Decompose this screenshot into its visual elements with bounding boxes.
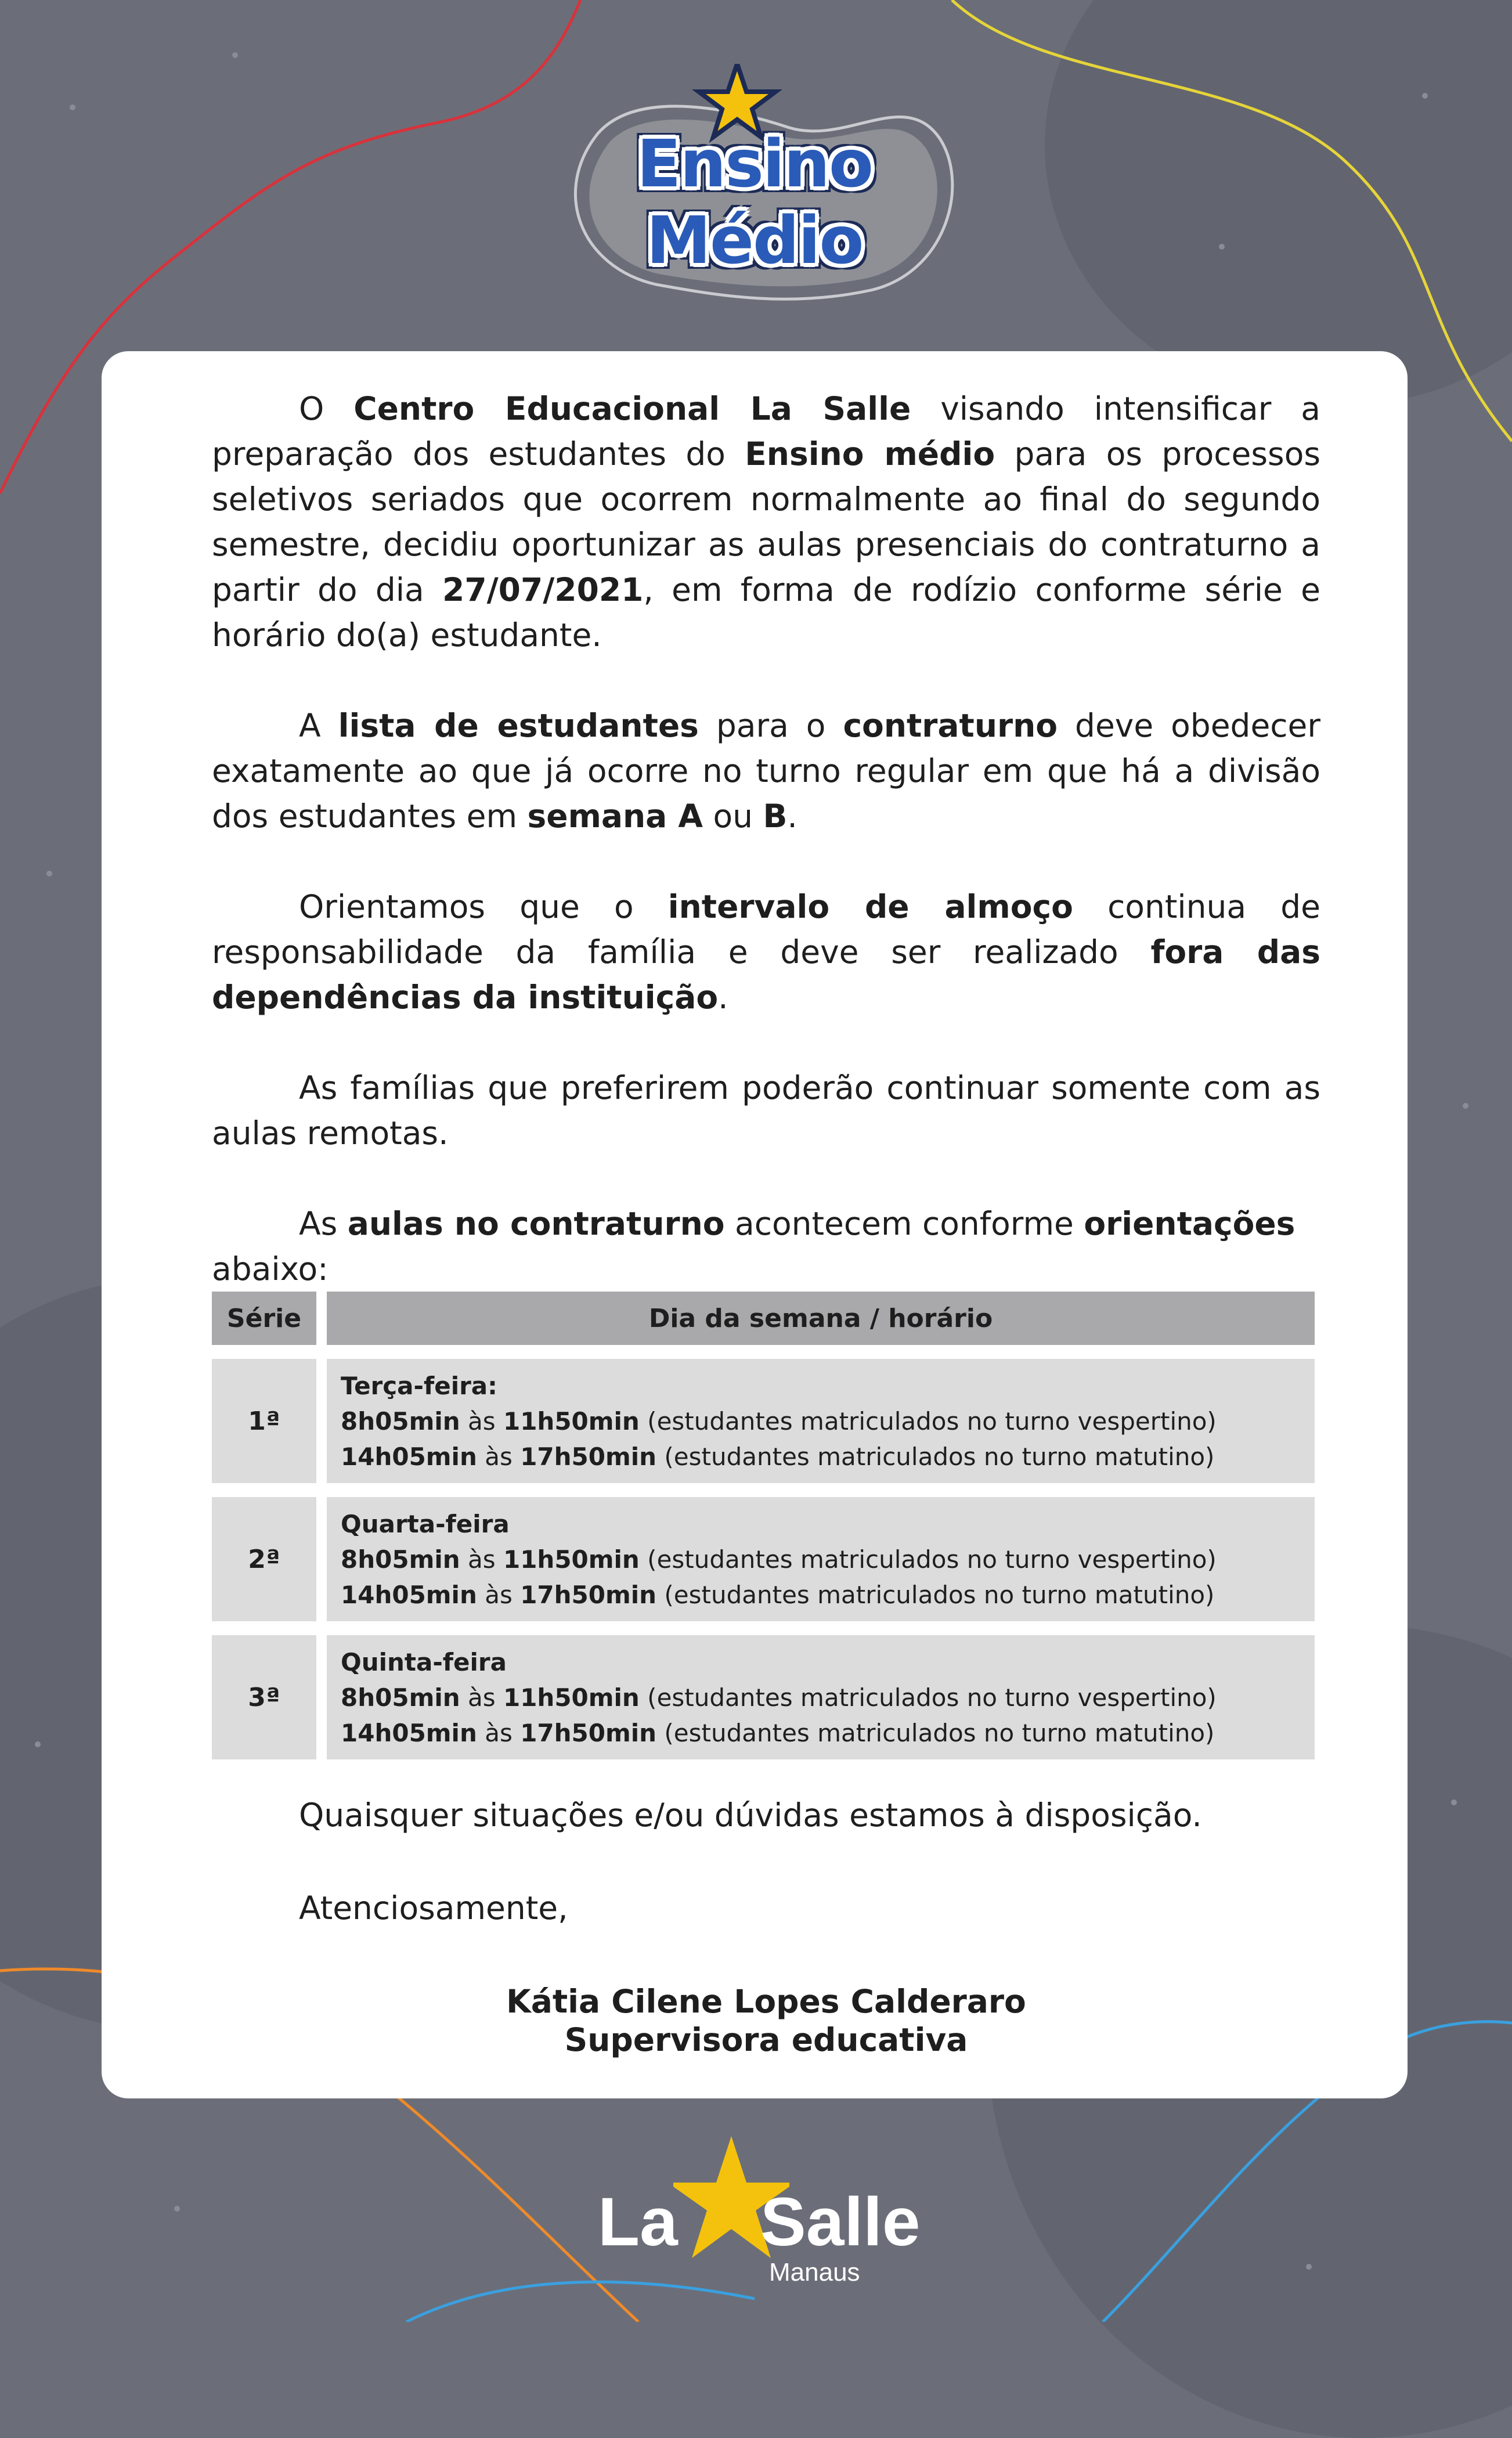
- la-salle-logo: [592, 2136, 940, 2310]
- text: para o: [698, 707, 843, 744]
- decorative-dot: [1422, 93, 1428, 99]
- schedule-line: [341, 1404, 1315, 1439]
- time: 17h50min: [520, 1581, 657, 1609]
- paragraph-intro: [212, 386, 1320, 658]
- time: 8h05min: [341, 1683, 460, 1712]
- ensino-medio-logo: [546, 64, 964, 313]
- decorative-dot: [1451, 1799, 1457, 1805]
- text: (estudantes matriculados no turno matutino): [656, 1719, 1215, 1747]
- schedule-line: [341, 1542, 1315, 1577]
- logo-text-ensino: Ensino: [637, 127, 872, 202]
- brand-city: Manaus: [769, 2258, 860, 2286]
- text: (estudantes matriculados no turno matutino): [656, 1581, 1215, 1609]
- bold-date: 27/07/2021: [442, 571, 644, 608]
- paragraph-lunch: [212, 884, 1320, 1020]
- text: Orientamos que o: [299, 888, 668, 925]
- time: 14h05min: [341, 1719, 477, 1747]
- schedule-line: [341, 1577, 1315, 1613]
- weekday-label: Quinta-feira: [341, 1648, 507, 1676]
- time: 17h50min: [520, 1442, 657, 1471]
- table-header-day: Dia da semana / horário: [327, 1292, 1315, 1345]
- schedule-line: [341, 1439, 1315, 1474]
- weekday-label: Terça-feira:: [341, 1372, 497, 1400]
- text: ou: [702, 798, 763, 835]
- decorative-dot: [35, 1741, 41, 1747]
- text: (estudantes matriculados no turno matutino): [656, 1442, 1215, 1471]
- text: O: [299, 390, 354, 427]
- time: 14h05min: [341, 1442, 477, 1471]
- schedule-line: [341, 1680, 1315, 1715]
- text: (estudantes matriculados no turno vespertino): [639, 1683, 1217, 1712]
- decorative-dot: [174, 2206, 180, 2212]
- serie-cell: 2ª: [212, 1497, 316, 1621]
- text: às: [477, 1719, 521, 1747]
- closing-questions: Quaisquer situações e/ou dúvidas estamos à disposição.: [299, 1797, 1202, 1834]
- schedule-cell: [327, 1497, 1315, 1621]
- serie-cell: 3ª: [212, 1635, 316, 1759]
- weekday: [341, 1368, 1315, 1404]
- brand-text-la: La: [598, 2184, 678, 2260]
- bold-text: aulas no contraturno: [347, 1205, 725, 1242]
- table-row: [212, 1635, 1315, 1759]
- text: As: [299, 1205, 348, 1242]
- signature-name: Kátia Cilene Lopes Calderaro: [506, 1983, 1026, 2020]
- time: 14h05min: [341, 1581, 477, 1609]
- decorative-dot: [1463, 1103, 1468, 1109]
- text: às: [477, 1581, 521, 1609]
- paragraph-student-list: [212, 703, 1320, 839]
- text: às: [460, 1407, 503, 1436]
- text: .: [787, 798, 798, 835]
- text: A: [299, 707, 338, 744]
- text: para os processos seletivos seriados que ocorrem normalmente ao final do segundo semestre, decidiu oportunizar as aulas presenciais do contraturno a partir do dia: [212, 435, 1320, 608]
- text: acontecem conforme: [724, 1205, 1084, 1242]
- bold-text: Centro Educacional La Salle: [353, 390, 911, 427]
- time: 11h50min: [503, 1407, 640, 1436]
- decorative-dot: [1219, 244, 1225, 250]
- brand-text-salle: Salle: [760, 2184, 921, 2260]
- weekday-label: Quarta-feira: [341, 1510, 510, 1538]
- text: , em forma de rodízio conforme série e horário do(a) estudante.: [212, 571, 1320, 654]
- time: 11h50min: [503, 1683, 640, 1712]
- signature-role: Supervisora educativa: [564, 2021, 968, 2058]
- decorative-dot: [232, 52, 238, 58]
- schedule-cell: [327, 1359, 1315, 1483]
- schedule-line: [341, 1715, 1315, 1751]
- bold-text: semana A: [527, 798, 703, 835]
- bold-text: B: [763, 798, 788, 835]
- table-header-serie: Série: [212, 1292, 316, 1345]
- decorative-dot: [70, 104, 75, 110]
- table-row: [212, 1497, 1315, 1621]
- text: visando intensificar a preparação dos estudantes do: [212, 390, 1320, 473]
- text: às: [477, 1442, 521, 1471]
- decorative-dot: [46, 871, 52, 877]
- weekday: [341, 1506, 1315, 1542]
- letter-card: [102, 351, 1408, 2098]
- paragraph-remote: As famílias que preferirem poderão continuar somente com as aulas remotas.: [212, 1069, 1320, 1152]
- table-row: [212, 1359, 1315, 1483]
- letter-body: [212, 386, 1320, 1337]
- bold-text: lista de estudantes: [338, 707, 699, 744]
- time: 17h50min: [520, 1719, 657, 1747]
- bold-text: fora das dependências da instituição: [212, 933, 1321, 1016]
- decorative-dot: [1306, 2264, 1312, 2270]
- text: às: [460, 1683, 503, 1712]
- time: 8h05min: [341, 1407, 460, 1436]
- text: às: [460, 1545, 503, 1574]
- text: continua de responsabilidade da família e deve ser realizado: [212, 888, 1320, 971]
- text: (estudantes matriculados no turno vespertino): [639, 1545, 1217, 1574]
- text: deve obedecer exatamente ao que já ocorre no turno regular em que há a divisão dos estudantes em: [212, 707, 1320, 835]
- bold-text: intervalo de almoço: [667, 888, 1073, 925]
- time: 11h50min: [503, 1545, 640, 1574]
- bold-text: Ensino médio: [745, 435, 995, 473]
- bold-text: contraturno: [843, 707, 1058, 744]
- closing-regards: Atenciosamente,: [299, 1889, 568, 1927]
- schedule-cell: [327, 1635, 1315, 1759]
- time: 8h05min: [341, 1545, 460, 1574]
- text: .: [718, 979, 728, 1016]
- text: abaixo:: [212, 1250, 329, 1287]
- logo-text-medio: Médio: [646, 203, 863, 279]
- weekday: [341, 1644, 1315, 1680]
- serie-cell: 1ª: [212, 1359, 316, 1483]
- bold-text: orientações: [1084, 1205, 1296, 1242]
- text: (estudantes matriculados no turno vespertino): [639, 1407, 1217, 1436]
- paragraph-schedule-intro: [212, 1201, 1320, 1292]
